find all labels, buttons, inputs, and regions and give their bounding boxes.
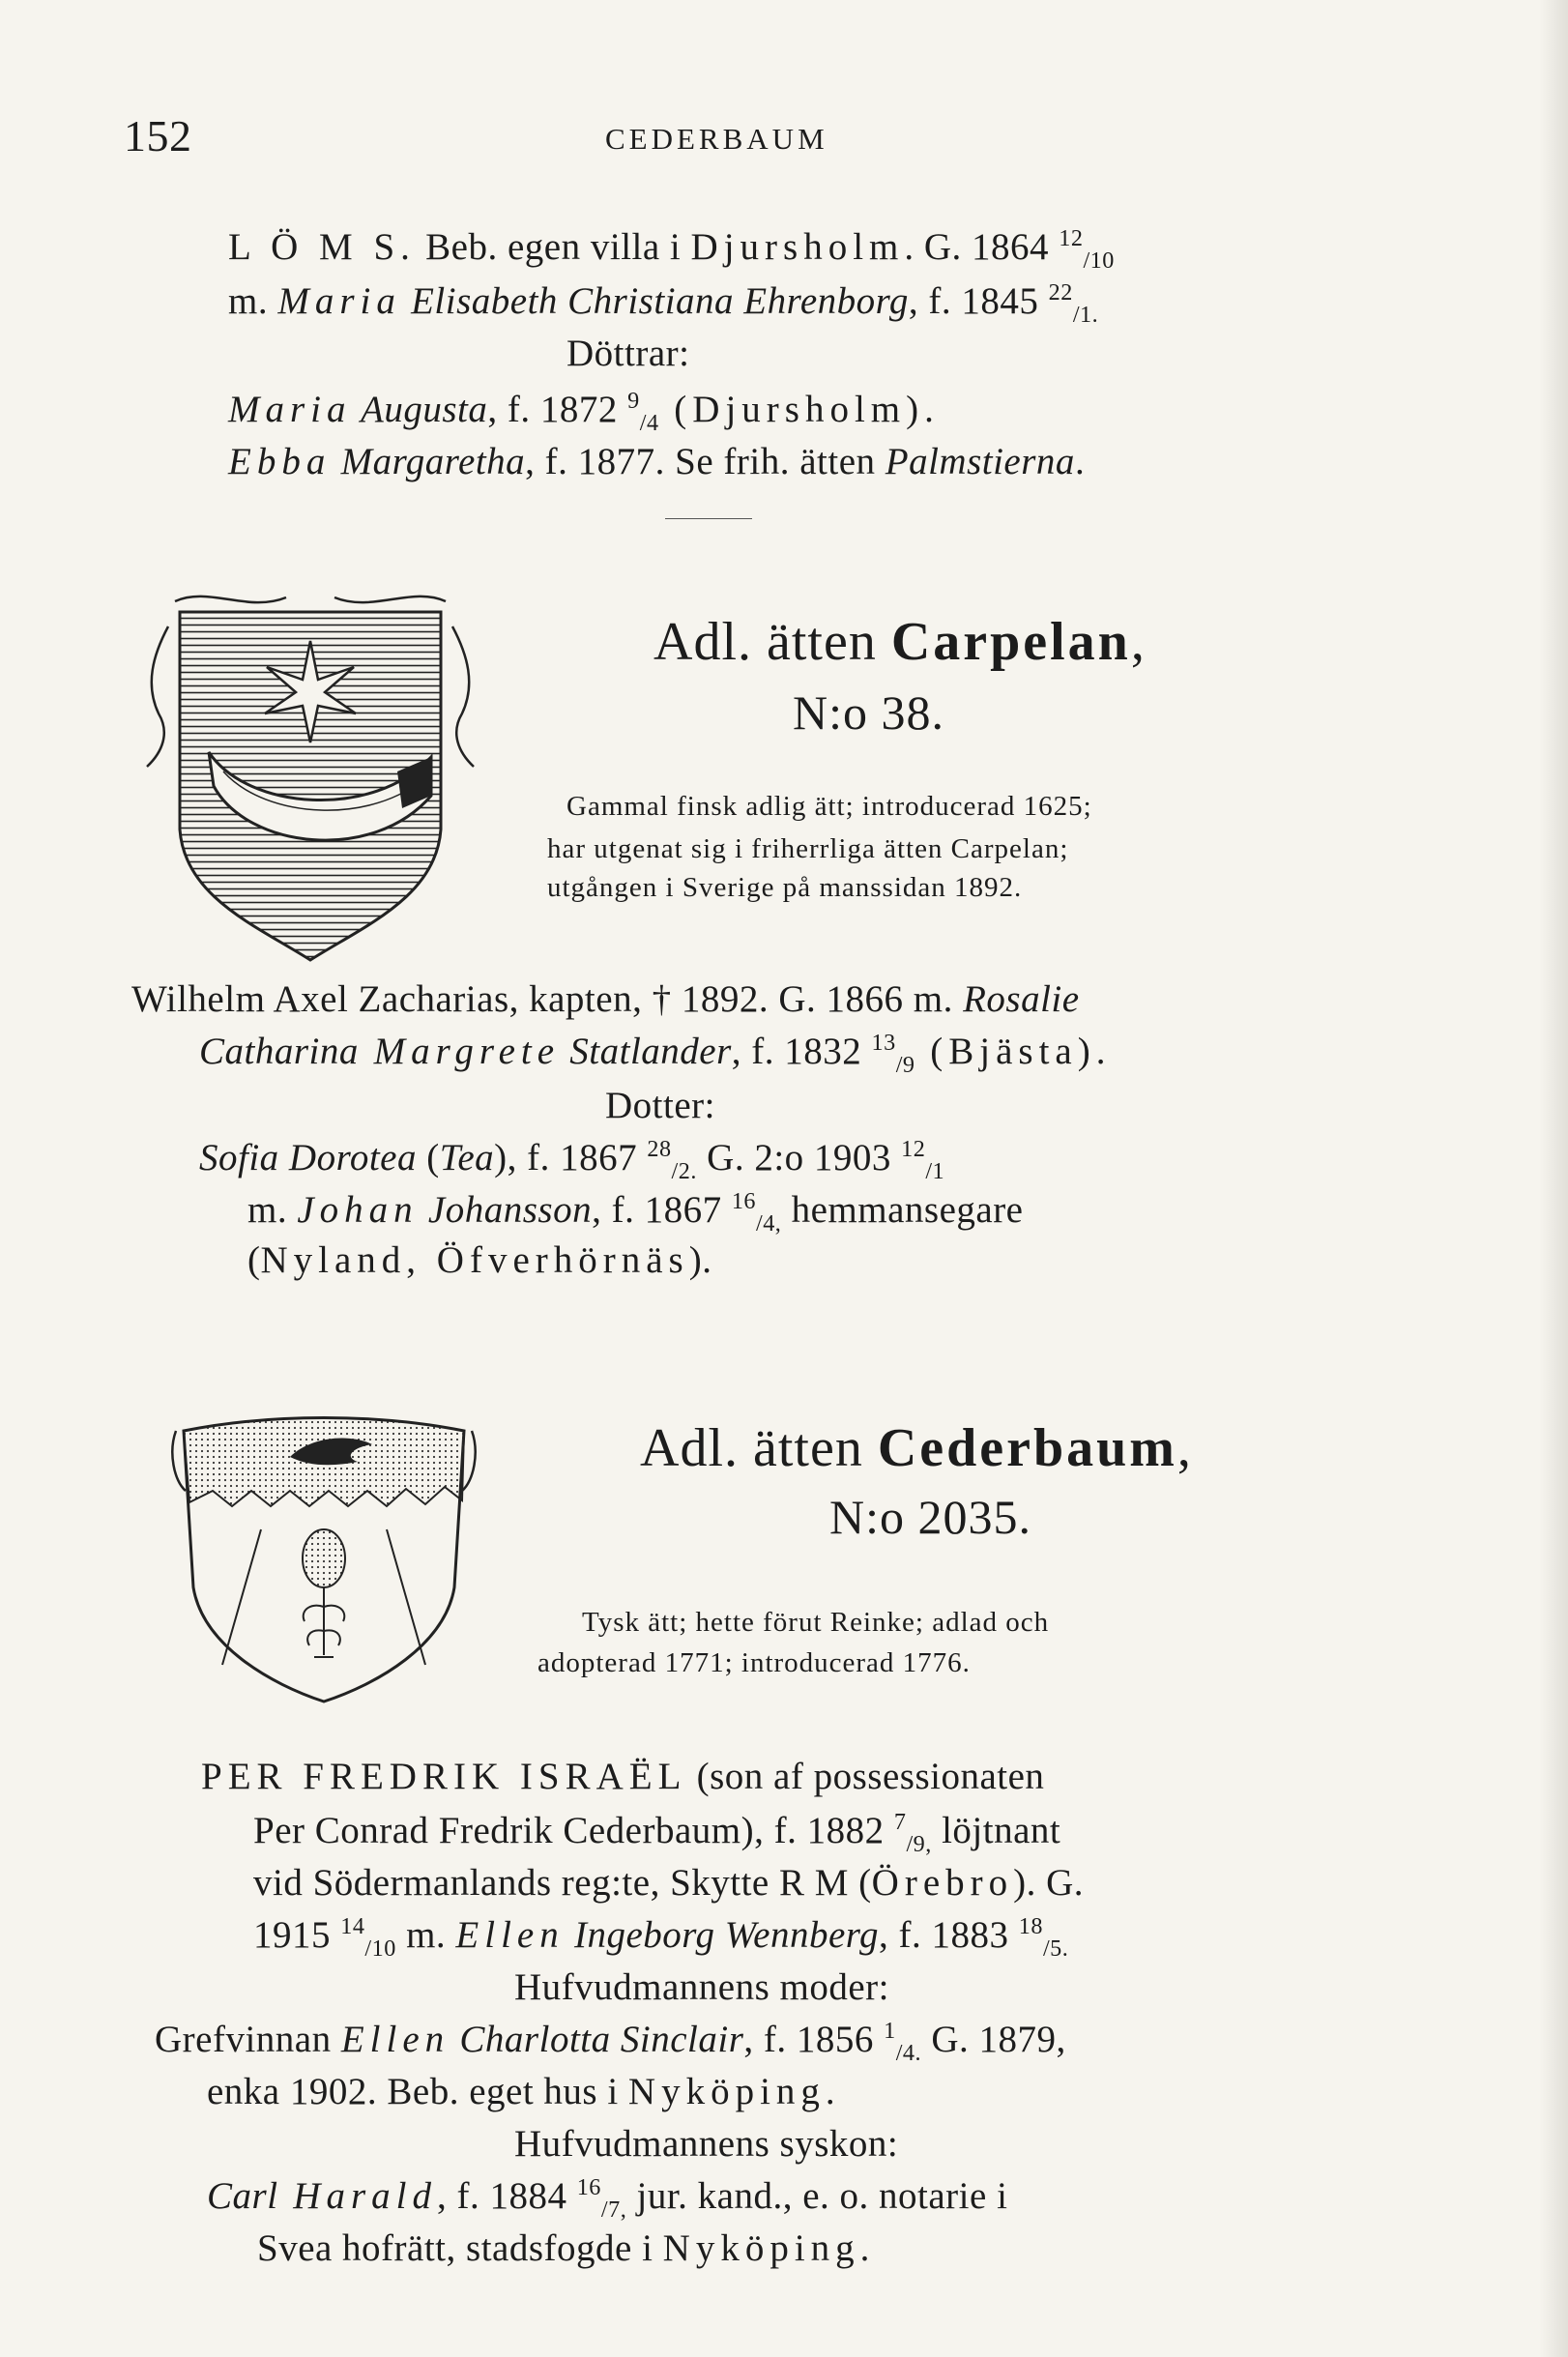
text-line: PER FREDRIK ISRAËL (son af possessionaten [201,1756,1045,1797]
page-edge-shadow [1539,0,1568,2357]
text-line: vid Södermanlands reg:te, Skytte R M (Örebro). G. [253,1862,1085,1904]
section-label: Döttrar: [566,333,690,374]
text-line: Maria Augusta, f. 1872 $^9_{/4}$ (Djursholm). [228,388,940,436]
text-line: 1915 $^{14}_{/10}$ m. Ellen Ingeborg Wennberg, f. 1883 $^{18}_{/5.}$ [253,1913,1069,1962]
cederbaum-coat-of-arms [164,1413,483,1703]
text-line: enka 1902. Beb. eget hus i Nyköping. [207,2071,836,2112]
family-description: adopterad 1771; introducerad 1776. [537,1647,971,1678]
text-line: Grefvinnan Ellen Charlotta Sinclair, f. 1856 $^1_{/4.}$ G. 1879, [155,2018,1066,2066]
running-title: CEDERBAUM [605,122,828,156]
text-line: Svea hofrätt, stadsfogde i Nyköping. [257,2227,870,2269]
text-line: Carl Harald, f. 1884 $^{16}_{/7,}$ jur. kand., e. o. notarie i [207,2174,1008,2223]
page-number: 152 [124,111,192,160]
text-line: Catharina Margrete Statlander, f. 1832 $^{13}_{/9}$ (Bjästa). [199,1030,1112,1078]
family-description: Tysk ätt; hette förut Reinke; adlad och [582,1607,1050,1638]
text-line: Sofia Dorotea (Tea), f. 1867 $^{28}_{/2.}$ G. 2:o 1903 $^{12}_{/1}$ [199,1136,945,1184]
family-heading: Adl. ätten Cederbaum, [640,1418,1192,1478]
family-number: N:o 2035. [829,1490,1031,1544]
separator-rule [665,518,752,519]
family-description: har utgenat sig i friherrliga ätten Carpelan; [547,833,1069,864]
family-heading: Adl. ätten Carpelan, [653,612,1146,672]
carpelan-coat-of-arms [141,588,479,965]
section-label: Dotter: [605,1085,715,1126]
text-line: Wilhelm Axel Zacharias, kapten, † 1892. G. 1866 m. Rosalie [131,978,1080,1020]
text-line: Ebba Margaretha, f. 1877. Se frih. ätten Palmstierna. [228,441,1086,482]
text-line: L Ö M S. Beb. egen villa i Djursholm. G. 1864 $^{12}_{/10}$ [228,225,1115,274]
text-line: Per Conrad Fredrik Cederbaum), f. 1882 $^7_{/9,}$ löjtnant [253,1809,1061,1857]
family-number: N:o 38. [793,685,944,740]
family-description: Gammal finsk adlig ätt; introducerad 1625; [566,791,1092,822]
section-label: Hufvudmannens syskon: [514,2123,899,2165]
text-line: m. Johan Johansson, f. 1867 $^{16}_{/4,}$ hemmansegare [247,1188,1024,1237]
family-description: utgången i Sverige på manssidan 1892. [547,872,1023,903]
text-line: (Nyland, Öfverhörnäs). [247,1239,712,1281]
section-label: Hufvudmannens moder: [514,1966,890,2008]
text-line: m. Maria Elisabeth Christiana Ehrenborg, f. 1845 $^{22}_{/1.}$ [228,279,1099,328]
